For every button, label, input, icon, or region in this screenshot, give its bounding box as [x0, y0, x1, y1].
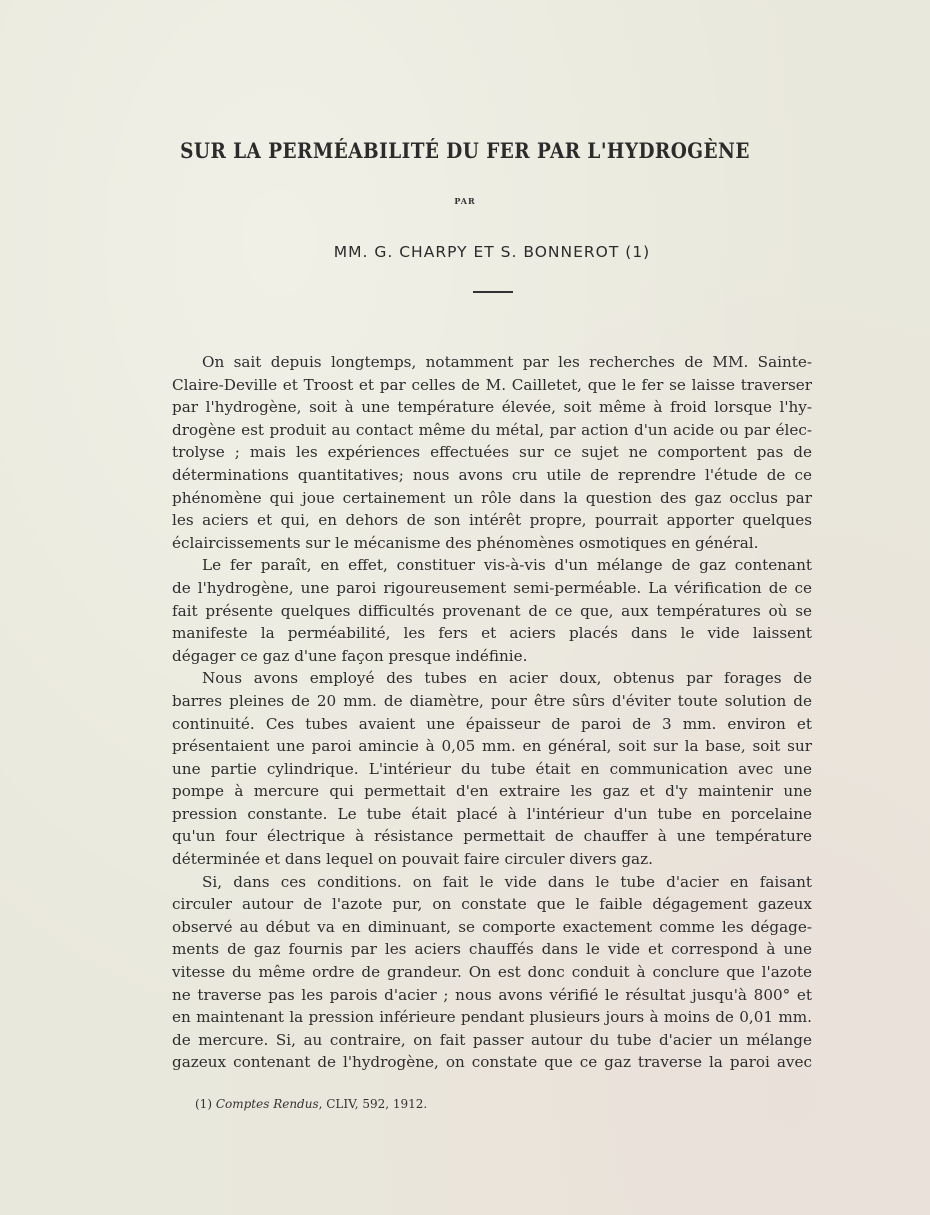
text-line: Nous avons employé des tubes en acier doux, obtenus par forages de — [202, 669, 812, 688]
text-line: Le fer paraît, en effet, constituer vis-à-vis d'un mélange de gaz contenant — [202, 556, 812, 575]
text-line: qu'un four électrique à résistance permettait de chauffer à une température — [172, 827, 812, 846]
text-line: de l'hydrogène, une paroi rigoureusement semi-perméable. La vérification de ce — [172, 578, 812, 597]
text-line: pression constante. Le tube était placé à l'intérieur d'un tube en porcelaine — [172, 804, 812, 823]
text-line: observé au début va en diminuant, se comporte exactement comme les dégage- — [172, 917, 812, 936]
authors-line: MM. G. CHARPY ET S. BONNEROT (1) — [333, 243, 651, 261]
article-body — [172, 351, 812, 1074]
text-line: de mercure. Si, au contraire, on fait passer autour du tube d'acier un mélange — [172, 1030, 812, 1049]
text-line: trolyse ; mais les expériences effectuées sur ce sujet ne comportent pas de — [172, 443, 812, 462]
text-line: en maintenant la pression inférieure pendant plusieurs jours à moins de 0,01 mm. — [172, 1008, 812, 1027]
text-line: éclaircissements sur le mécanisme des phénomènes osmotiques en général. — [172, 533, 759, 552]
text-line: On sait depuis longtemps, notamment par les recherches de MM. Sainte- — [202, 353, 812, 371]
text-line: pompe à mercure qui permettait d'en extraire les gaz et d'y maintenir une — [172, 782, 812, 801]
text-line: une partie cylindrique. L'intérieur du tube était en communication avec une — [172, 759, 812, 778]
text-line: phénomène qui joue certainement un rôle dans la question des gaz occlus par — [172, 488, 812, 507]
text-line: Claire-Deville et Troost et par celles de M. Cailletet, que le fer se laisse traverser — [172, 375, 812, 394]
text-line: fait présente quelques difficultés provenant de ce que, aux températures où se — [172, 601, 812, 620]
text-line: déterminations quantitatives; nous avons cru utile de reprendre l'étude de ce — [172, 465, 812, 484]
text-line: dégager ce gaz d'une façon presque indéfinie. — [172, 646, 528, 665]
text-line: manifeste la perméabilité, les fers et aciers placés dans le vide laissent — [172, 624, 812, 643]
text-line: par l'hydrogène, soit à une température élevée, soit même à froid lorsque l'hy- — [172, 398, 812, 417]
text-line: gazeux contenant de l'hydrogène, on constate que ce gaz traverse la paroi avec — [172, 1053, 812, 1072]
text-line: drogène est produit au contact même du métal, par action d'un acide ou par élec- — [172, 420, 812, 439]
footnote-reference: , CLIV, 592, 1912. — [318, 1097, 428, 1111]
text-line: Si, dans ces conditions. on fait le vide dans le tube d'acier en faisant — [202, 872, 812, 891]
text-line: ments de gaz fournis par les aciers chauffés dans le vide et correspond à une — [172, 940, 812, 959]
footnote-source: Comptes Rendus — [215, 1097, 319, 1111]
text-line: présentaient une paroi amincie à 0,05 mm. en général, soit sur la base, soit sur — [172, 737, 812, 756]
by-line-label: PAR — [454, 196, 476, 206]
text-line: circuler autour de l'azote pur, on constate que le faible dégagement gazeux — [172, 895, 812, 914]
text-line: les aciers et qui, en dehors de son intérêt propre, pourrait apporter quelques — [172, 511, 812, 530]
text-line: continuité. Ces tubes avaient une épaisseur de paroi de 3 mm. environ et — [172, 714, 812, 733]
text-line: barres pleines de 20 mm. de diamètre, pour être sûrs d'éviter toute solution de — [172, 691, 812, 710]
footnote-marker: (1) — [195, 1097, 212, 1111]
text-line: vitesse du même ordre de grandeur. On est donc conduit à conclure que l'azote — [172, 963, 812, 982]
title-divider — [473, 291, 513, 293]
footnote — [195, 1097, 427, 1111]
article-title: SUR LA PERMÉABILITÉ DU FER PAR L'HYDROGÈNE — [180, 138, 750, 163]
text-line: déterminée et dans lequel on pouvait faire circuler divers gaz. — [172, 850, 653, 869]
text-line: ne traverse pas les parois d'acier ; nous avons vérifié le résultat jusqu'à 800° et — [172, 985, 812, 1004]
